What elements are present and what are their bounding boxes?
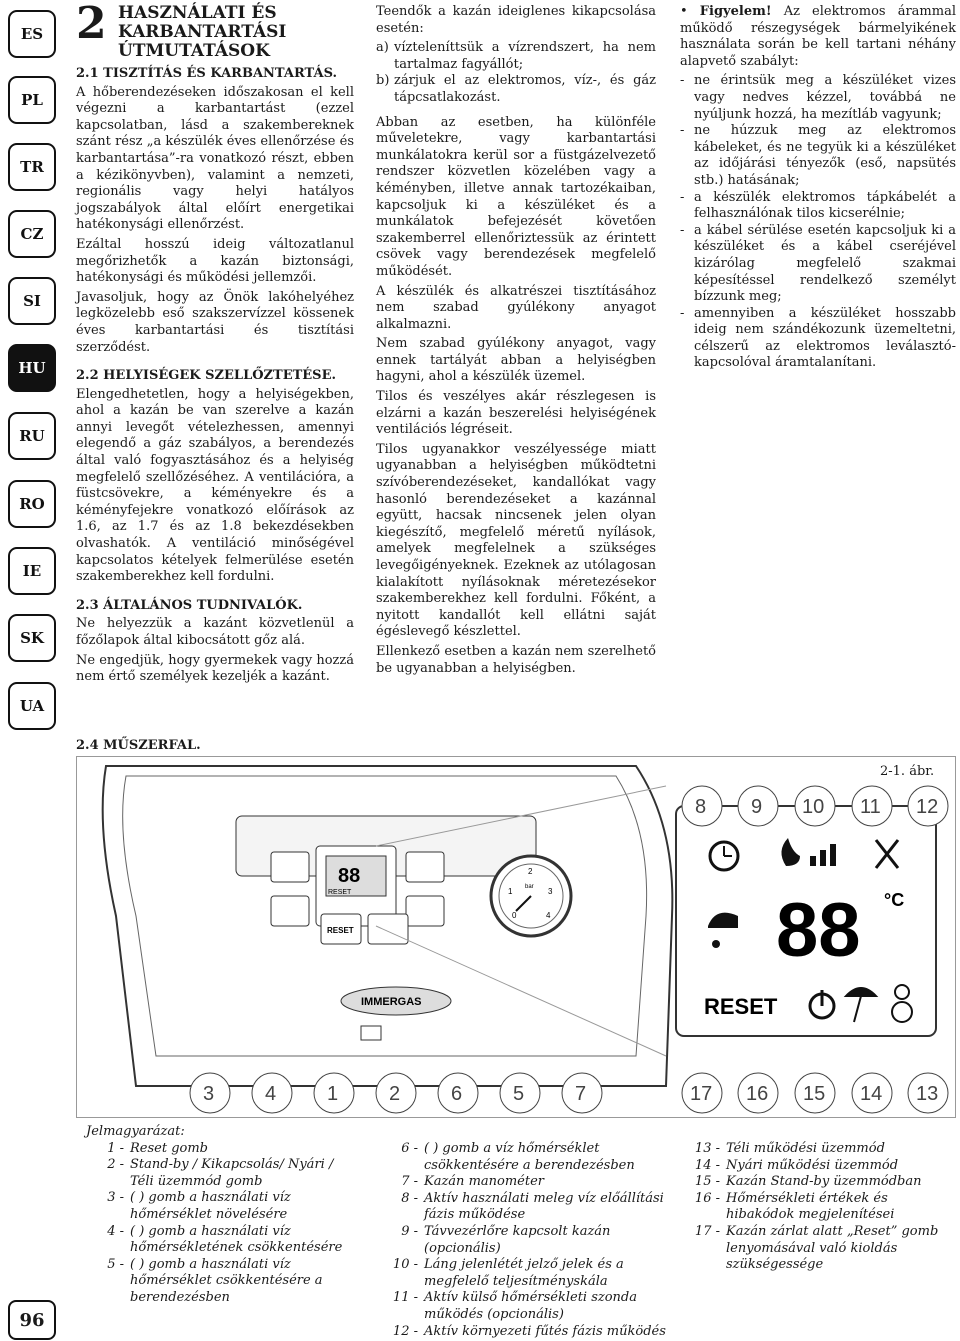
section-heading-2-3: 2.3 ÁLTALÁNOS TUDNIVALÓK. xyxy=(76,597,303,613)
control-panel-figure xyxy=(76,756,956,1118)
legend-number: 9 - xyxy=(401,1223,418,1239)
legend-item xyxy=(380,1174,670,1191)
gauge-tick: 3 xyxy=(548,887,553,896)
legend-text: ( ) gomb a víz hőmérséklet csökkentésére a berendezésben xyxy=(424,1141,635,1173)
list-item: - a készülék elektromos tápkábelét a felhasználónak tilos kicserélnie; xyxy=(680,189,956,222)
legend-item xyxy=(86,1257,356,1307)
callout-5-label: 5 xyxy=(513,1083,525,1105)
legend-text: Kazán zárlat alatt „Reset” gomb lenyomásával való kioldás szükségessége xyxy=(726,1223,939,1273)
callout-6-label: 6 xyxy=(451,1083,463,1105)
dhw-temp-up-button[interactable] xyxy=(271,852,309,882)
list-marker: b) xyxy=(376,73,390,89)
callout-13-label: 13 xyxy=(916,1083,939,1105)
lcd-unit: °C xyxy=(884,890,905,910)
legend-number: 2 - xyxy=(107,1157,124,1173)
legend-item xyxy=(380,1257,670,1290)
legend-column-3 xyxy=(680,1141,950,1274)
tab-ua[interactable]: UA xyxy=(8,682,56,730)
legend-number: 6 - xyxy=(401,1141,418,1156)
gauge-tick: 4 xyxy=(546,911,551,920)
tab-sk[interactable]: SK xyxy=(8,614,56,662)
legend-item xyxy=(680,1141,950,1158)
lock-slot xyxy=(361,1026,381,1040)
callout-16-label: 16 xyxy=(746,1083,769,1105)
legend-text: Téli működési üzemmód xyxy=(726,1141,885,1156)
legend-item xyxy=(680,1224,950,1274)
warning-lead: Figyelem! xyxy=(699,4,772,19)
tab-si[interactable]: SI xyxy=(8,277,56,325)
callout-7-label: 7 xyxy=(575,1083,587,1105)
callout-15-label: 15 xyxy=(803,1083,826,1105)
paragraph: A hőberendezéseken időszakosan el kell végezni a karbantartást (ezzel kapcsolatban, lásd a szakembereknek szánt rész „a készülék éves ellenőrzése és karbantartása”-ra vonatkozó részt, ebben a kézikönyvben), valamint a nemzeti, regionális vagy helyi hatályos jogszabályok által előírt energetikai hatékonysági ellenőrzést. xyxy=(76,84,354,233)
tab-hu[interactable]: HU xyxy=(8,344,56,392)
callout-12-label: 12 xyxy=(916,796,939,818)
heating-temp-up-button[interactable] xyxy=(406,852,444,882)
list-item: - a kábel sérülése esetén kapcsoljuk ki a készüléket és a kábel cseréjével kizárólag megfelelő szakmai képesítéssel rendelkező személyt bízzunk meg; xyxy=(680,222,956,305)
figure-caption: 2.4 MŰSZERFAL. xyxy=(76,738,201,753)
section-heading-2-1: 2.1 TISZTÍTÁS ÉS KARBANTARTÁS. xyxy=(76,66,338,81)
chapter-title-line: KARBANTARTÁSI xyxy=(118,22,287,42)
legend-item xyxy=(86,1141,356,1158)
reset-button-label: RESET xyxy=(327,926,354,935)
gauge-tick: 0 xyxy=(512,911,517,920)
legend-column-2 xyxy=(380,1141,670,1340)
legend-item xyxy=(86,1157,356,1190)
paragraph: Abban az esetben, ha különféle műveletekre, vagy karbantartási munkálatokra kerül sor a füstgázelvezető rendszer közvetlen közelében vagy a kéményben, illetve annak tartozékaiban, kapcsoljuk ki a készüléket és a munkálatok befejezését követően szakemberrel ellenőriztessük az érintett csövek vagy berendezések megfelelő működését. xyxy=(376,114,656,279)
paragraph: A készülék és alkatrészei tisztításához nem szabad gyúlékony anyagot alkalmazni. xyxy=(376,283,656,332)
callout-1-label: 1 xyxy=(327,1083,339,1105)
legend-number: 1 - xyxy=(107,1140,124,1156)
text-column-2 xyxy=(376,4,656,680)
paragraph: Ne helyezzük a kazánt közvetlenül a főzőlapok által kibocsátott gőz alá. xyxy=(76,616,354,648)
heating-temp-down-button[interactable] xyxy=(406,896,444,926)
section-heading-2-2: 2.2 HELYISÉGEK SZELLŐZTETÉSE. xyxy=(76,368,337,384)
list-item xyxy=(376,40,656,73)
chapter-title-line: ÚTMUTATÁSOK xyxy=(118,41,270,61)
legend-item xyxy=(680,1158,950,1175)
paragraph: Nem szabad gyúlékony anyagot, vagy ennek tartályát abban a helyiségben hagyni, ahol a készülék üzemel. xyxy=(376,336,656,385)
list-marker: a) xyxy=(376,40,389,56)
legend-number: 10 - xyxy=(392,1257,418,1273)
gauge-unit: bar xyxy=(525,884,534,890)
warning-text: Az elektromos árammal működő részegységek bármelyikének használata során be kell tartani néhány alapvető szabályt: xyxy=(680,4,956,69)
list-item: - ne húzzuk meg az elektromos kábeleket, és ne tegyük ki a készüléket az időjárási tényezők (eső, napsütés stb.) hatásának; xyxy=(680,123,956,188)
list-text: a készülék elektromos tápkábelét a felhasználónak tilos kicserélnie; xyxy=(694,189,956,222)
legend-number: 14 - xyxy=(694,1157,720,1173)
legend-text: Stand-by / Kikapcsolás/ Nyári / Téli üzemmód gomb xyxy=(130,1157,334,1189)
legend-item xyxy=(380,1290,670,1323)
legend-item xyxy=(380,1224,670,1257)
legend-text: Hőmérsékleti értékek és hibakódok megjelenítései xyxy=(726,1190,895,1223)
text-column-3 xyxy=(680,4,956,372)
chapter-title xyxy=(118,4,286,61)
legend-number: 3 - xyxy=(107,1190,124,1206)
legend-number: 8 - xyxy=(401,1190,418,1206)
list-text: amennyiben a készüléket hosszabb ideig nem szándékozunk üzemeltetni, célszerű az elektromos leválasztó-kapcsolóval áramtalanítani. xyxy=(694,305,956,371)
gauge-tick: 1 xyxy=(508,887,513,896)
legend-item xyxy=(380,1141,670,1174)
flame-scale-bar xyxy=(810,856,816,866)
legend-number: 7 - xyxy=(401,1174,418,1190)
callout-17-label: 17 xyxy=(690,1083,713,1105)
callout-10-label: 10 xyxy=(802,796,825,818)
tab-cz[interactable]: CZ xyxy=(8,210,56,258)
legend-text: ( ) gomb a használati víz hőmérséklet növelésére xyxy=(130,1190,291,1222)
tab-ru[interactable]: RU xyxy=(8,412,56,460)
legend-text: Reset gomb xyxy=(130,1140,208,1156)
legend-item xyxy=(86,1190,356,1223)
legend-text: Kazán Stand-by üzemmódban xyxy=(726,1174,922,1190)
legend-number: 15 - xyxy=(694,1174,720,1190)
legend-column-1 xyxy=(86,1124,356,1307)
legend-item xyxy=(380,1324,670,1341)
flame-scale-bar xyxy=(830,844,836,866)
flame-scale-bar xyxy=(820,850,826,866)
paragraph: Ezáltal hosszú ideig változatlanul megőrizhetők a kazán biztonsági, hatékonysági és működési jellemzői. xyxy=(76,236,354,286)
callout-2-label: 2 xyxy=(389,1083,401,1105)
figure-label: 2-1. ábr. xyxy=(880,764,935,779)
text-column-1 xyxy=(76,66,354,689)
paragraph: Javasoljuk, hogy az Önök lakóhelyéhez legközelebb eső szakszervízzel kössenek éves karbantartási és tisztítási szerződést. xyxy=(76,289,354,355)
legend-text: Aktív használati meleg víz előállítási fázis működése xyxy=(424,1190,664,1223)
paragraph: Teendők a kazán ideiglenes kikapcsolása esetén: xyxy=(376,4,656,36)
tab-tr[interactable]: TR xyxy=(8,143,56,191)
callouts-bottom-right xyxy=(682,1073,948,1113)
legend-title: Jelmagyarázat: xyxy=(86,1124,185,1139)
chapter-title-line: HASZNÁLATI ÉS xyxy=(118,3,277,23)
legend-text: Kazán manométer xyxy=(424,1174,544,1190)
list-text: a kábel sérülése esetén kapcsoljuk ki a készüléket és a kábel cseréjével kizárólag megfelelő szakmai képesítéssel rendelkező személyt bízzunk meg; xyxy=(694,222,956,305)
legend-item xyxy=(680,1191,950,1224)
standby-mode-button[interactable] xyxy=(368,914,408,944)
list-item: - ne érintsük meg a készüléket vizes vagy nedves kézzel, továbbá ne nyúljunk hozzá, ha mezítláb vagyunk; xyxy=(680,73,956,122)
lcd-digits: 88 xyxy=(776,888,861,973)
list-item: - amennyiben a készüléket hosszabb ideig nem szándékozunk üzemeltetni, célszerű az elektromos leválasztó-kapcsolóval áramtalanítani. xyxy=(680,305,956,371)
list-text: ne érintsük meg a készüléket vizes vagy nedves kézzel, továbbá ne nyúljunk hozzá, ha mezítláb vagyunk; xyxy=(694,73,956,122)
paragraph: Tilos és veszélyes akár részlegesen is elzárni a kazán beszerelési helyiségének ventilációs légréseit. xyxy=(376,389,656,438)
lcd-small-digits: 88 xyxy=(338,865,361,887)
tab-ie[interactable]: IE xyxy=(8,547,56,595)
legend-text: Aktív környezeti fűtés fázis működés xyxy=(424,1323,666,1339)
dhw-temp-down-button[interactable] xyxy=(271,896,309,926)
lcd-small-reset: RESET xyxy=(328,889,352,896)
chapter-number: 2 xyxy=(76,0,107,49)
list-text: ne húzzuk meg az elektromos kábeleket, és ne tegyük ki a készüléket az időjárási tényezők (eső, napsütés stb.) hatásának; xyxy=(694,123,956,188)
lcd-reset-label: RESET xyxy=(704,994,778,1019)
legend-number: 13 - xyxy=(694,1141,720,1156)
legend-text: Aktív külső hőmérsékleti szonda működés (opcionális) xyxy=(424,1290,637,1322)
page-number: 96 xyxy=(8,1300,56,1340)
paragraph: Ellenkező esetben a kazán nem szerelhető be ugyanabban a helyiségben. xyxy=(376,643,656,676)
legend-item xyxy=(680,1174,950,1191)
legend-number: 17 - xyxy=(694,1223,720,1239)
list-item xyxy=(376,73,656,106)
callout-11-label: 11 xyxy=(860,796,881,818)
callout-9-label: 9 xyxy=(751,796,763,818)
tab-es[interactable]: ES xyxy=(8,10,56,58)
tab-ro[interactable]: RO xyxy=(8,480,56,528)
gauge-tick: 2 xyxy=(528,867,533,876)
legend-text: ( ) gomb a használati víz hőmérséklet csökkentésére a berendezésben xyxy=(130,1256,323,1305)
legend-text: Láng jelenlétét jelző jelek és a megfelelő teljesítményskála xyxy=(424,1257,624,1289)
callout-14-label: 14 xyxy=(860,1083,883,1105)
callout-4-label: 4 xyxy=(265,1083,277,1105)
list-text: zárjuk el az elektromos, víz-, és gáz tápcsatlakozást. xyxy=(394,73,656,105)
legend-number: 16 - xyxy=(694,1190,720,1206)
warning-paragraph: • Figyelem! Az elektromos árammal működő részegységek bármelyikének használata során be kell tartani néhány alapvető szabályt: xyxy=(680,4,956,69)
legend-text: ( ) gomb a használati víz hőmérsékletének csökkentésére xyxy=(130,1223,343,1256)
legend-number: 4 - xyxy=(107,1223,124,1239)
tab-pl[interactable]: PL xyxy=(8,76,56,124)
legend-number: 11 - xyxy=(392,1290,418,1306)
water-drop xyxy=(712,940,720,948)
legend-number: 5 - xyxy=(107,1256,124,1272)
paragraph: Elengedhetetlen, hogy a helyiségekben, ahol a kazán be van szerelve a kazán annyi levegőt vételezhessen, amennyi elegendő a gáz szabályos, a berendezés által való fogyasztásához és a helyiség megfelelő szellőzéséhez. A ventilációra, a füstcsövekre, a kéményekre és a kéményfejekre vonatkozó előírások az 1.6, az 1.7 és az 1.8 bekezdésekben olvashatók. A ventiláció minőségével kapcsolatos kételyek felmerülése esetén szakemberekhez kell fordulni. xyxy=(76,386,354,585)
paragraph: Ne engedjük, hogy gyermekek vagy hozzá nem értő személyek kezeljék a kazánt. xyxy=(76,652,354,685)
legend-item xyxy=(380,1191,670,1224)
legend-item xyxy=(86,1224,356,1257)
legend-number: 12 - xyxy=(392,1323,418,1339)
brand-name: IMMERGAS xyxy=(361,996,422,1008)
list-text: vízteleníttsük a vízrendszert, ha nem tartalmaz fagyállót; xyxy=(394,40,656,72)
callout-3-label: 3 xyxy=(203,1083,215,1105)
paragraph: Tilos ugyanakkor veszélyessége miatt ugyanabban a helyiségben működtetni szívóberendezéseket, kandallókat vagy hasonló berendezéseket a kazánnal együtt, hacsak nincsenek jelen olyan kiegészítő, megfelelő méretű nyílások, amelyek megfelelnek a szükséges levegőigényeknek. Ezeknek az utólagosan kialakított nyílásoknak méretezésekor szakemberekhez kell fordulni. Főként, a nyitott kandallót kell ellátni saját égéslevegő készlettel. xyxy=(376,441,656,640)
legend-text: Távvezérlőre kapcsolt kazán (opcionális) xyxy=(424,1223,611,1256)
legend-text: Nyári működési üzemmód xyxy=(726,1157,899,1173)
callout-8-label: 8 xyxy=(695,796,707,818)
